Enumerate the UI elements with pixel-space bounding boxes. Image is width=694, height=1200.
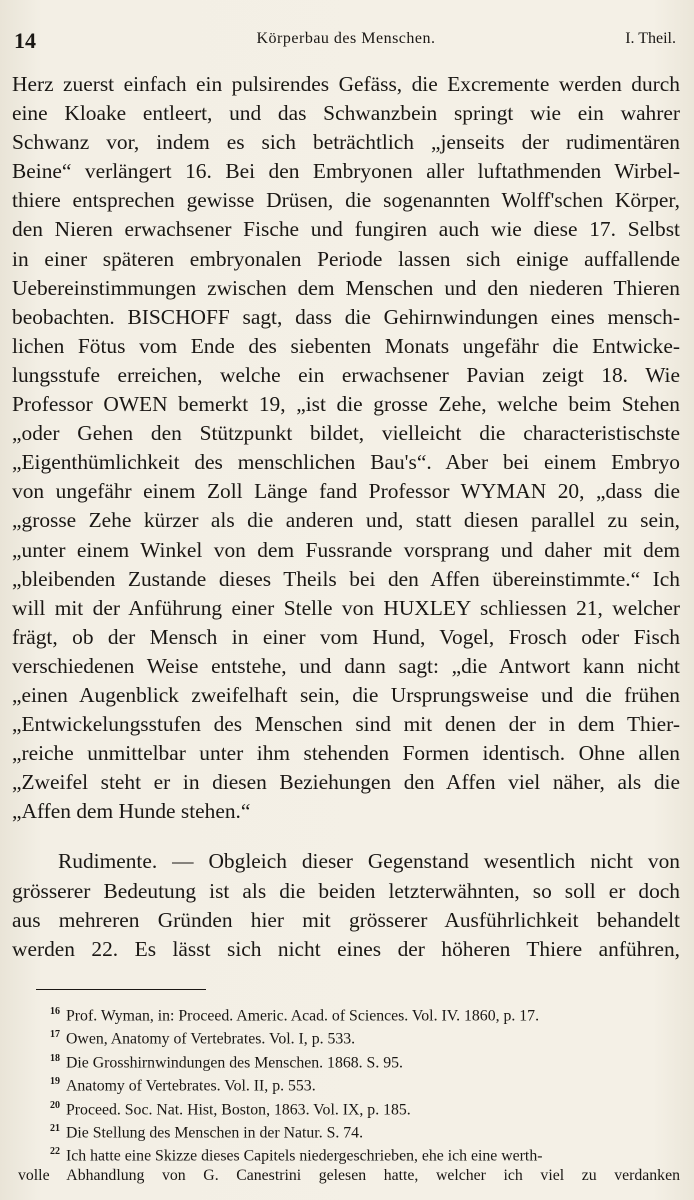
footnote-21: [12, 1117, 680, 1140]
text-line: beobachten. BISCHOFF sagt, dass die Gehirnwindungen eines mensch-: [12, 304, 680, 329]
page-number: 14: [14, 28, 36, 53]
text-line: „reiche unmittelbar unter ihm stehenden Formen identisch. Ohne allen: [12, 741, 680, 766]
footnote-text: Proceed. Soc. Nat. Hist, Boston, 1863. Vol. IX, p. 185.: [66, 1100, 411, 1118]
running-head: [12, 28, 680, 56]
text-line: „grosse Zehe kürzer als die anderen und, statt diesen parallel zu sein,: [12, 508, 680, 533]
footnote-text: Ich hatte eine Skizze dieses Capitels niedergeschrieben, ehe ich eine werth-: [66, 1147, 543, 1165]
footnote-text: Prof. Wyman, in: Proceed. Americ. Acad. of Sciences. Vol. IV. 1860, p. 17.: [66, 1007, 540, 1025]
footnote-number: 17: [50, 1029, 60, 1041]
footnote-20: [12, 1094, 680, 1117]
footnote-number: 19: [50, 1076, 60, 1088]
text-line: Herz zuerst einfach ein pulsirendes Gefäss, die Excremente werden durch: [12, 72, 680, 96]
text-line: „oder Gehen den Stützpunkt bildet, vielleicht die characteristischste: [12, 421, 680, 446]
text-line: frägt, ob der Mensch in einer vom Hund, Vogel, Frosch oder Fisch: [12, 624, 680, 649]
text-line: aus mehreren Gründen hier mit grösserer Ausführlichkeit behandelt: [12, 907, 680, 932]
footnote-number: 18: [50, 1052, 60, 1064]
paragraph-rudimente: [12, 847, 680, 963]
footnote-19: [12, 1070, 680, 1093]
footnote-16: [12, 1000, 680, 1023]
footnote-number: 22: [50, 1146, 60, 1158]
footnote-number: 16: [50, 1006, 60, 1017]
text-line: Professor OWEN bemerkt 19, „ist die grosse Zehe, welche beim Stehen: [12, 392, 680, 417]
footnotes: [12, 1000, 680, 1187]
text-line: eine Kloake entleert, und das Schwanzbein springt wie ein wahrer: [12, 101, 680, 126]
text-line: lungsstufe erreichen, welche ein erwachsener Pavian zeigt 18. Wie: [12, 362, 680, 387]
footnote-text: Die Stellung des Menschen in der Natur. S. 74.: [66, 1124, 364, 1142]
main-text: [12, 70, 680, 964]
text-line: „Affen dem Hunde stehen.“: [12, 799, 251, 824]
footnote-18: [12, 1047, 680, 1070]
text-line: Rudimente. — Obgleich dieser Gegenstand wesentlich nicht von: [58, 849, 680, 874]
footnote-number: 20: [50, 1099, 60, 1111]
text-line: Beine“ verlängert 16. Bei den Embryonen aller luftathmenden Wirbel-: [12, 159, 680, 184]
text-line: „Entwickelungsstufen des Menschen sind mit denen der in dem Thier-: [12, 712, 680, 737]
footnote-number: 21: [50, 1122, 60, 1134]
part-label: I. Theil.: [625, 30, 676, 47]
text-line: „bleibenden Zustande dieses Theils bei den Affen übereinstimmte.“ Ich: [12, 566, 680, 591]
text-line: Uebereinstimmungen zwischen dem Menschen und den niederen Thieren: [12, 275, 680, 300]
text-line: thiere entsprechen gewisse Drüsen, die sogenannten Wolff'schen Körper,: [12, 188, 680, 213]
paragraph-embryology: [12, 70, 680, 826]
text-line: werden 22. Es lässt sich nicht eines der höheren Thiere anführen,: [12, 936, 680, 961]
footnote-22: [12, 1140, 680, 1163]
text-line: lichen Fötus vom Ende des siebenten Monats ungefähr die Entwicke-: [12, 333, 680, 358]
text-line: Schwanz vor, indem es sich beträchtlich „jenseits der rudimentären: [12, 130, 680, 155]
footnote-text: Anatomy of Vertebrates. Vol. II, p. 553.: [66, 1077, 316, 1095]
running-title: Körperbau des Menschen.: [256, 30, 436, 47]
text-line: verschiedenen Weise entstehe, und dann sagt: „die Antwort kann nicht: [12, 653, 680, 678]
footnote-text: Owen, Anatomy of Vertebrates. Vol. I, p. 533.: [66, 1030, 356, 1048]
text-line: „unter einem Winkel von dem Fussrande vorsprang und daher mit dem: [12, 537, 680, 562]
text-line: will mit der Anführung einer Stelle von HUXLEY schliessen 21, welcher: [12, 595, 680, 620]
footnote-continuation: volle Abhandlung von G. Canestrini gelesen hatte, welcher ich viel zu verdanken: [18, 1166, 680, 1184]
footnote-17: [12, 1023, 680, 1046]
text-line: grösserer Bedeutung ist als die beiden letzterwähnten, so soll er doch: [12, 878, 680, 903]
text-line: in einer späteren embryonalen Periode lassen sich einige auffallende: [12, 246, 680, 271]
text-line: den Nieren erwachsener Fische und fungiren auch wie diese 17. Selbst: [12, 217, 680, 242]
text-line: „Eigenthümlichkeit des menschlichen Bau's“. Aber bei einem Embryo: [12, 450, 680, 475]
paragraph-gap: [12, 826, 680, 847]
text-line: „einen Augenblick zweifelhaft sein, die Ursprungsweise und die frühen: [12, 682, 680, 707]
footnote-divider: [36, 989, 206, 990]
footnote-text: Die Grosshirnwindungen des Menschen. 1868. S. 95.: [66, 1054, 403, 1072]
text-line: von ungefähr einem Zoll Länge fand Professor WYMAN 20, „dass die: [12, 479, 680, 504]
text-line: „Zweifel steht er in diesen Beziehungen den Affen viel näher, als die: [12, 770, 680, 795]
